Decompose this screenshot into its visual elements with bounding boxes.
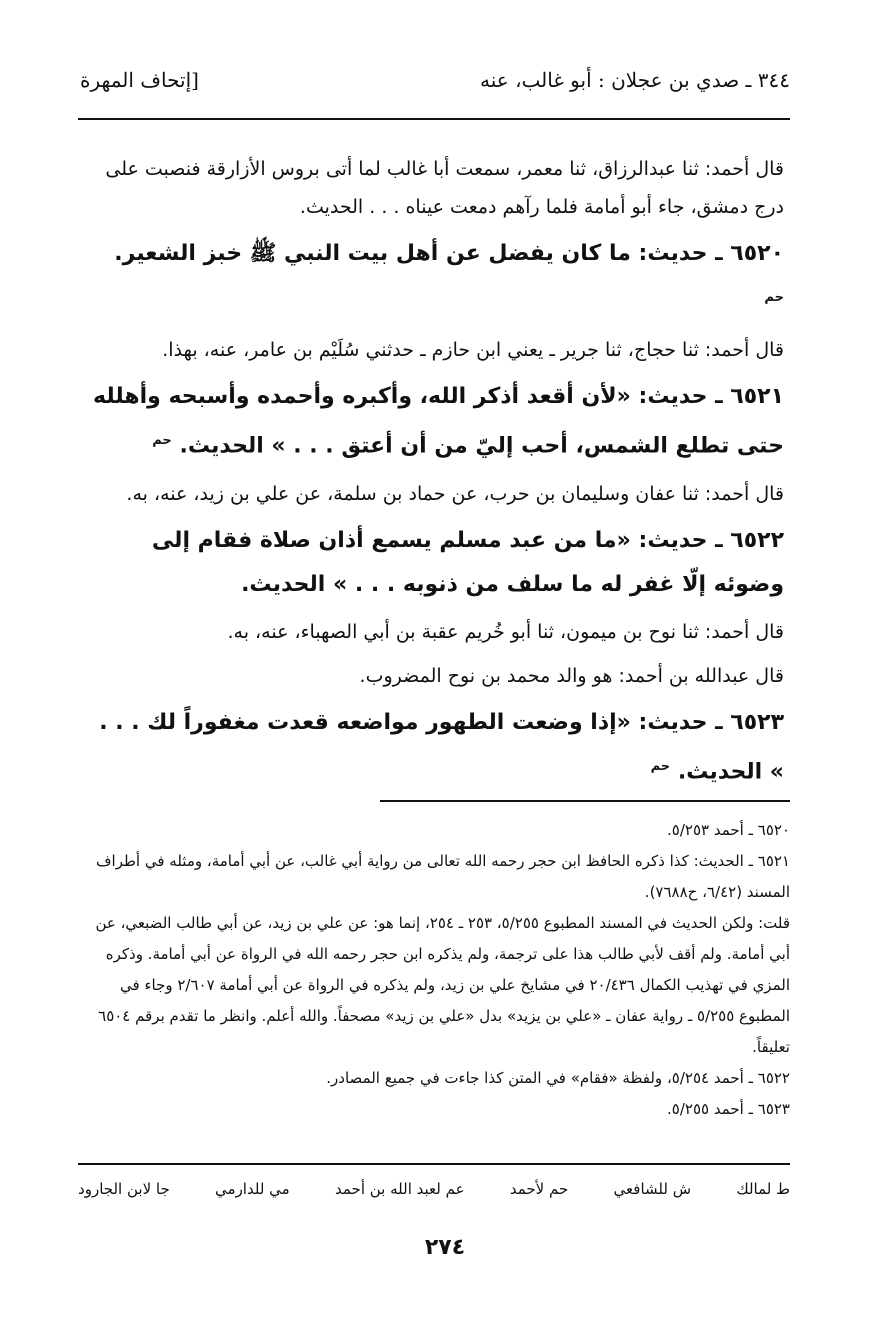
legend-item: عم لعبد الله بن أحمد bbox=[335, 1180, 465, 1198]
legend-item: حم لأحمد bbox=[509, 1180, 569, 1198]
paragraph-chain: قال أحمد: ثنا عبدالرزاق، ثنا معمر، سمعت أبا غالب لما أتى بروس الأزارقة فنصبت على درج دمشق، جاء أبو أمامة فلما رآهم دمعت عيناه . . . الحديث. bbox=[105, 158, 784, 218]
footnote: قلت: ولكن الحديث في المسند المطبوع ٥/٢٥٥، ٢٥٣ ـ ٢٥٤، إنما هو: عن علي بن زيد، عن أبي طالب الضبعي، عن أبي أمامة. ولم أقف لأبي طالب هذا على ترجمة، ولم يذكره ابن حجر رحمه الله في الرواة عن أبي أمامة. وذكره المزي في تهذيب الكمال ٢٠/٤٣٦ في مشايخ علي بن زيد، ولم يذكره في الرواة عن أبي أمامة ٢/٦٠٧ وجاء في المطبوع ٥/٢٥٥ ـ رواية عفان ـ «علي بن يزيد» بدل «علي بن زيد» مصحفاً. والله أعلم. وانظر ما تقدم برقم ٦٥٠٤ تعليقاً. bbox=[95, 914, 790, 1056]
paragraph-chain: قال أحمد: ثنا نوح بن ميمون، ثنا أبو خُريم عقبة بن أبي الصهباء، عنه، به. bbox=[227, 620, 784, 643]
legend-item: ط لمالك bbox=[736, 1180, 790, 1198]
abbreviation-legend bbox=[78, 1180, 790, 1198]
paragraph-chain: قال أحمد: ثنا عفان وسليمان بن حرب، عن حماد بن سلمة، عن علي بن زيد، عنه، به. bbox=[126, 482, 784, 505]
footnote: ٦٥٢١ ـ الحديث: كذا ذكره الحافظ ابن حجر رحمه الله تعالى من رواية أبي غالب، عن أبي أمامة، ومثله في أطراف المسند (٦/٤٢، ح٧٦٨٨). bbox=[95, 852, 790, 901]
footnote: ٦٥٢٢ ـ أحمد ٥/٢٥٤، ولفظة «فقام» في المتن كذا جاءت في جميع المصادر. bbox=[326, 1069, 790, 1087]
legend-item: مي للدارمي bbox=[215, 1180, 290, 1198]
footnote: ٦٥٢٣ ـ أحمد ٥/٢٥٥. bbox=[667, 1100, 790, 1118]
source-marker: حم bbox=[152, 433, 172, 449]
legend-item: ش للشافعي bbox=[613, 1180, 692, 1198]
hadith-6522 bbox=[84, 519, 784, 607]
hadith-6520 bbox=[84, 232, 784, 325]
main-text bbox=[84, 150, 784, 800]
hadith-6523 bbox=[84, 701, 784, 794]
legend-item: جا لابن الجارود bbox=[78, 1180, 170, 1198]
hadith-text: ٦٥٢١ ـ حديث: «لأن أقعد أذكر الله، وأكبره وأحمده وأسبحه وأهلله حتى تطلع الشمس، أحب إليّ من أن أعتق . . . » الحديث. bbox=[93, 384, 784, 459]
hadith-text: ٦٥٢٠ ـ حديث: ما كان يفضل عن أهل بيت النبي ﷺ خبز الشعير. bbox=[114, 241, 784, 266]
source-marker: حم bbox=[764, 290, 784, 305]
running-header bbox=[80, 68, 790, 108]
book-title: [إتحاف المهرة bbox=[80, 68, 199, 92]
chapter-title: ٣٤٤ ـ صدي بن عجلان : أبو غالب، عنه bbox=[480, 68, 790, 92]
hadith-text: ٦٥٢٢ ـ حديث: «ما من عبد مسلم يسمع أذان صلاة فقام إلى وضوئه إلّا غفر له ما سلف من ذنوبه . . . » الحديث. bbox=[151, 527, 784, 597]
header-rule bbox=[78, 118, 790, 120]
footnotes bbox=[84, 815, 790, 1125]
page-number: ٢٧٤ bbox=[424, 1235, 466, 1260]
hadith-6521 bbox=[84, 375, 784, 468]
paragraph-chain: قال أحمد: ثنا حجاج، ثنا جرير ـ يعني ابن حازم ـ حدثني سُلَيْم بن عامر، عنه، بهذا. bbox=[162, 339, 784, 362]
hadith-text: ٦٥٢٣ ـ حديث: «إذا وضعت الطهور مواضعه قعدت مغفوراً لك . . . » الحديث. bbox=[99, 709, 784, 784]
source-marker: حم bbox=[650, 758, 671, 774]
legend-rule bbox=[78, 1163, 790, 1165]
footnote: ٦٥٢٠ ـ أحمد ٥/٢٥٣. bbox=[667, 821, 790, 839]
paragraph-chain: قال عبدالله بن أحمد: هو والد محمد بن نوح المضروب. bbox=[359, 664, 784, 687]
footnote-rule bbox=[380, 800, 790, 802]
